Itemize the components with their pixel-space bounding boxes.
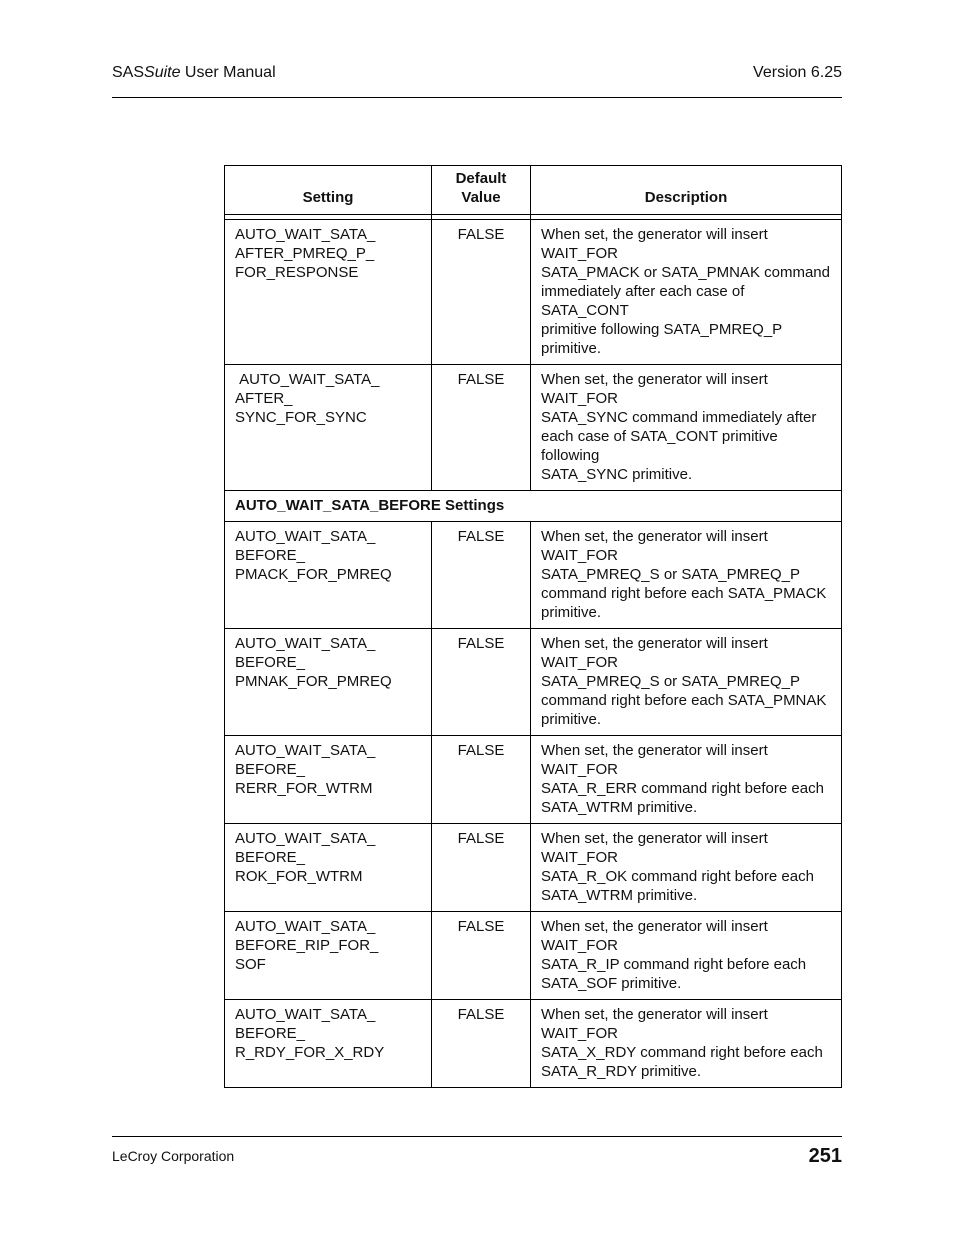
section-row <box>225 491 842 522</box>
version-label: Version 6.25 <box>753 64 842 81</box>
description-cell: When set, the generator will insert WAIT_FOR SATA_X_RDY command right before each SATA_R_RDY primitive. <box>531 1000 842 1088</box>
setting-cell: AUTO_WAIT_SATA_ AFTER_PMREQ_P_ FOR_RESPONSE <box>225 220 432 365</box>
table-row <box>225 365 842 491</box>
column-header-default-value: Default Value <box>432 166 531 215</box>
description-cell: When set, the generator will insert WAIT_FOR SATA_SYNC command immediately after each case of SATA_CONT primitive following SATA_SYNC primitive. <box>531 365 842 491</box>
default-value-cell: FALSE <box>432 1000 531 1088</box>
table-row <box>225 220 842 365</box>
footer-divider <box>112 1136 842 1137</box>
column-header-setting: Setting <box>225 166 432 215</box>
default-value-cell: FALSE <box>432 629 531 736</box>
description-cell: When set, the generator will insert WAIT_FOR SATA_R_OK command right before each SATA_WTRM primitive. <box>531 824 842 912</box>
section-title: AUTO_WAIT_SATA_BEFORE Settings <box>225 491 842 522</box>
setting-cell: AUTO_WAIT_SATA_ BEFORE_ PMNAK_FOR_PMREQ <box>225 629 432 736</box>
table-row <box>225 824 842 912</box>
description-cell: When set, the generator will insert WAIT_FOR SATA_PMACK or SATA_PMNAK command immediately after each case of SATA_CONT primitive following SATA_PMREQ_P primitive. <box>531 220 842 365</box>
header-divider <box>112 97 842 98</box>
settings-table <box>224 165 842 1088</box>
company-name: LeCroy Corporation <box>112 1148 235 1164</box>
setting-cell: AUTO_WAIT_SATA_ BEFORE_ ROK_FOR_WTRM <box>225 824 432 912</box>
setting-cell: AUTO_WAIT_SATA_ BEFORE_ PMACK_FOR_PMREQ <box>225 522 432 629</box>
default-value-cell: FALSE <box>432 522 531 629</box>
description-cell: When set, the generator will insert WAIT_FOR SATA_R_IP command right before each SATA_SOF primitive. <box>531 912 842 1000</box>
table-row <box>225 736 842 824</box>
table-header-row <box>225 166 842 215</box>
default-value-cell: FALSE <box>432 824 531 912</box>
page-footer <box>112 1145 842 1173</box>
column-header-description: Description <box>531 166 842 215</box>
default-value-cell: FALSE <box>432 220 531 365</box>
description-cell: When set, the generator will insert WAIT_FOR SATA_PMREQ_S or SATA_PMREQ_P command right before each SATA_PMACK primitive. <box>531 522 842 629</box>
table-row <box>225 629 842 736</box>
page-header <box>112 64 842 86</box>
page-number: 251 <box>808 1145 842 1167</box>
setting-cell: AUTO_WAIT_SATA_ BEFORE_ R_RDY_FOR_X_RDY <box>225 1000 432 1088</box>
setting-cell: AUTO_WAIT_SATA_ BEFORE_RIP_FOR_ SOF <box>225 912 432 1000</box>
setting-cell: AUTO_WAIT_SATA_ AFTER_ SYNC_FOR_SYNC <box>225 365 432 491</box>
default-value-cell: FALSE <box>432 365 531 491</box>
description-cell: When set, the generator will insert WAIT_FOR SATA_R_ERR command right before each SATA_WTRM primitive. <box>531 736 842 824</box>
manual-title: SASSuite User Manual <box>112 64 276 81</box>
table-row <box>225 522 842 629</box>
default-value-cell: FALSE <box>432 912 531 1000</box>
table-row <box>225 1000 842 1088</box>
description-cell: When set, the generator will insert WAIT_FOR SATA_PMREQ_S or SATA_PMREQ_P command right before each SATA_PMNAK primitive. <box>531 629 842 736</box>
setting-cell: AUTO_WAIT_SATA_ BEFORE_ RERR_FOR_WTRM <box>225 736 432 824</box>
default-value-cell: FALSE <box>432 736 531 824</box>
table-row <box>225 912 842 1000</box>
